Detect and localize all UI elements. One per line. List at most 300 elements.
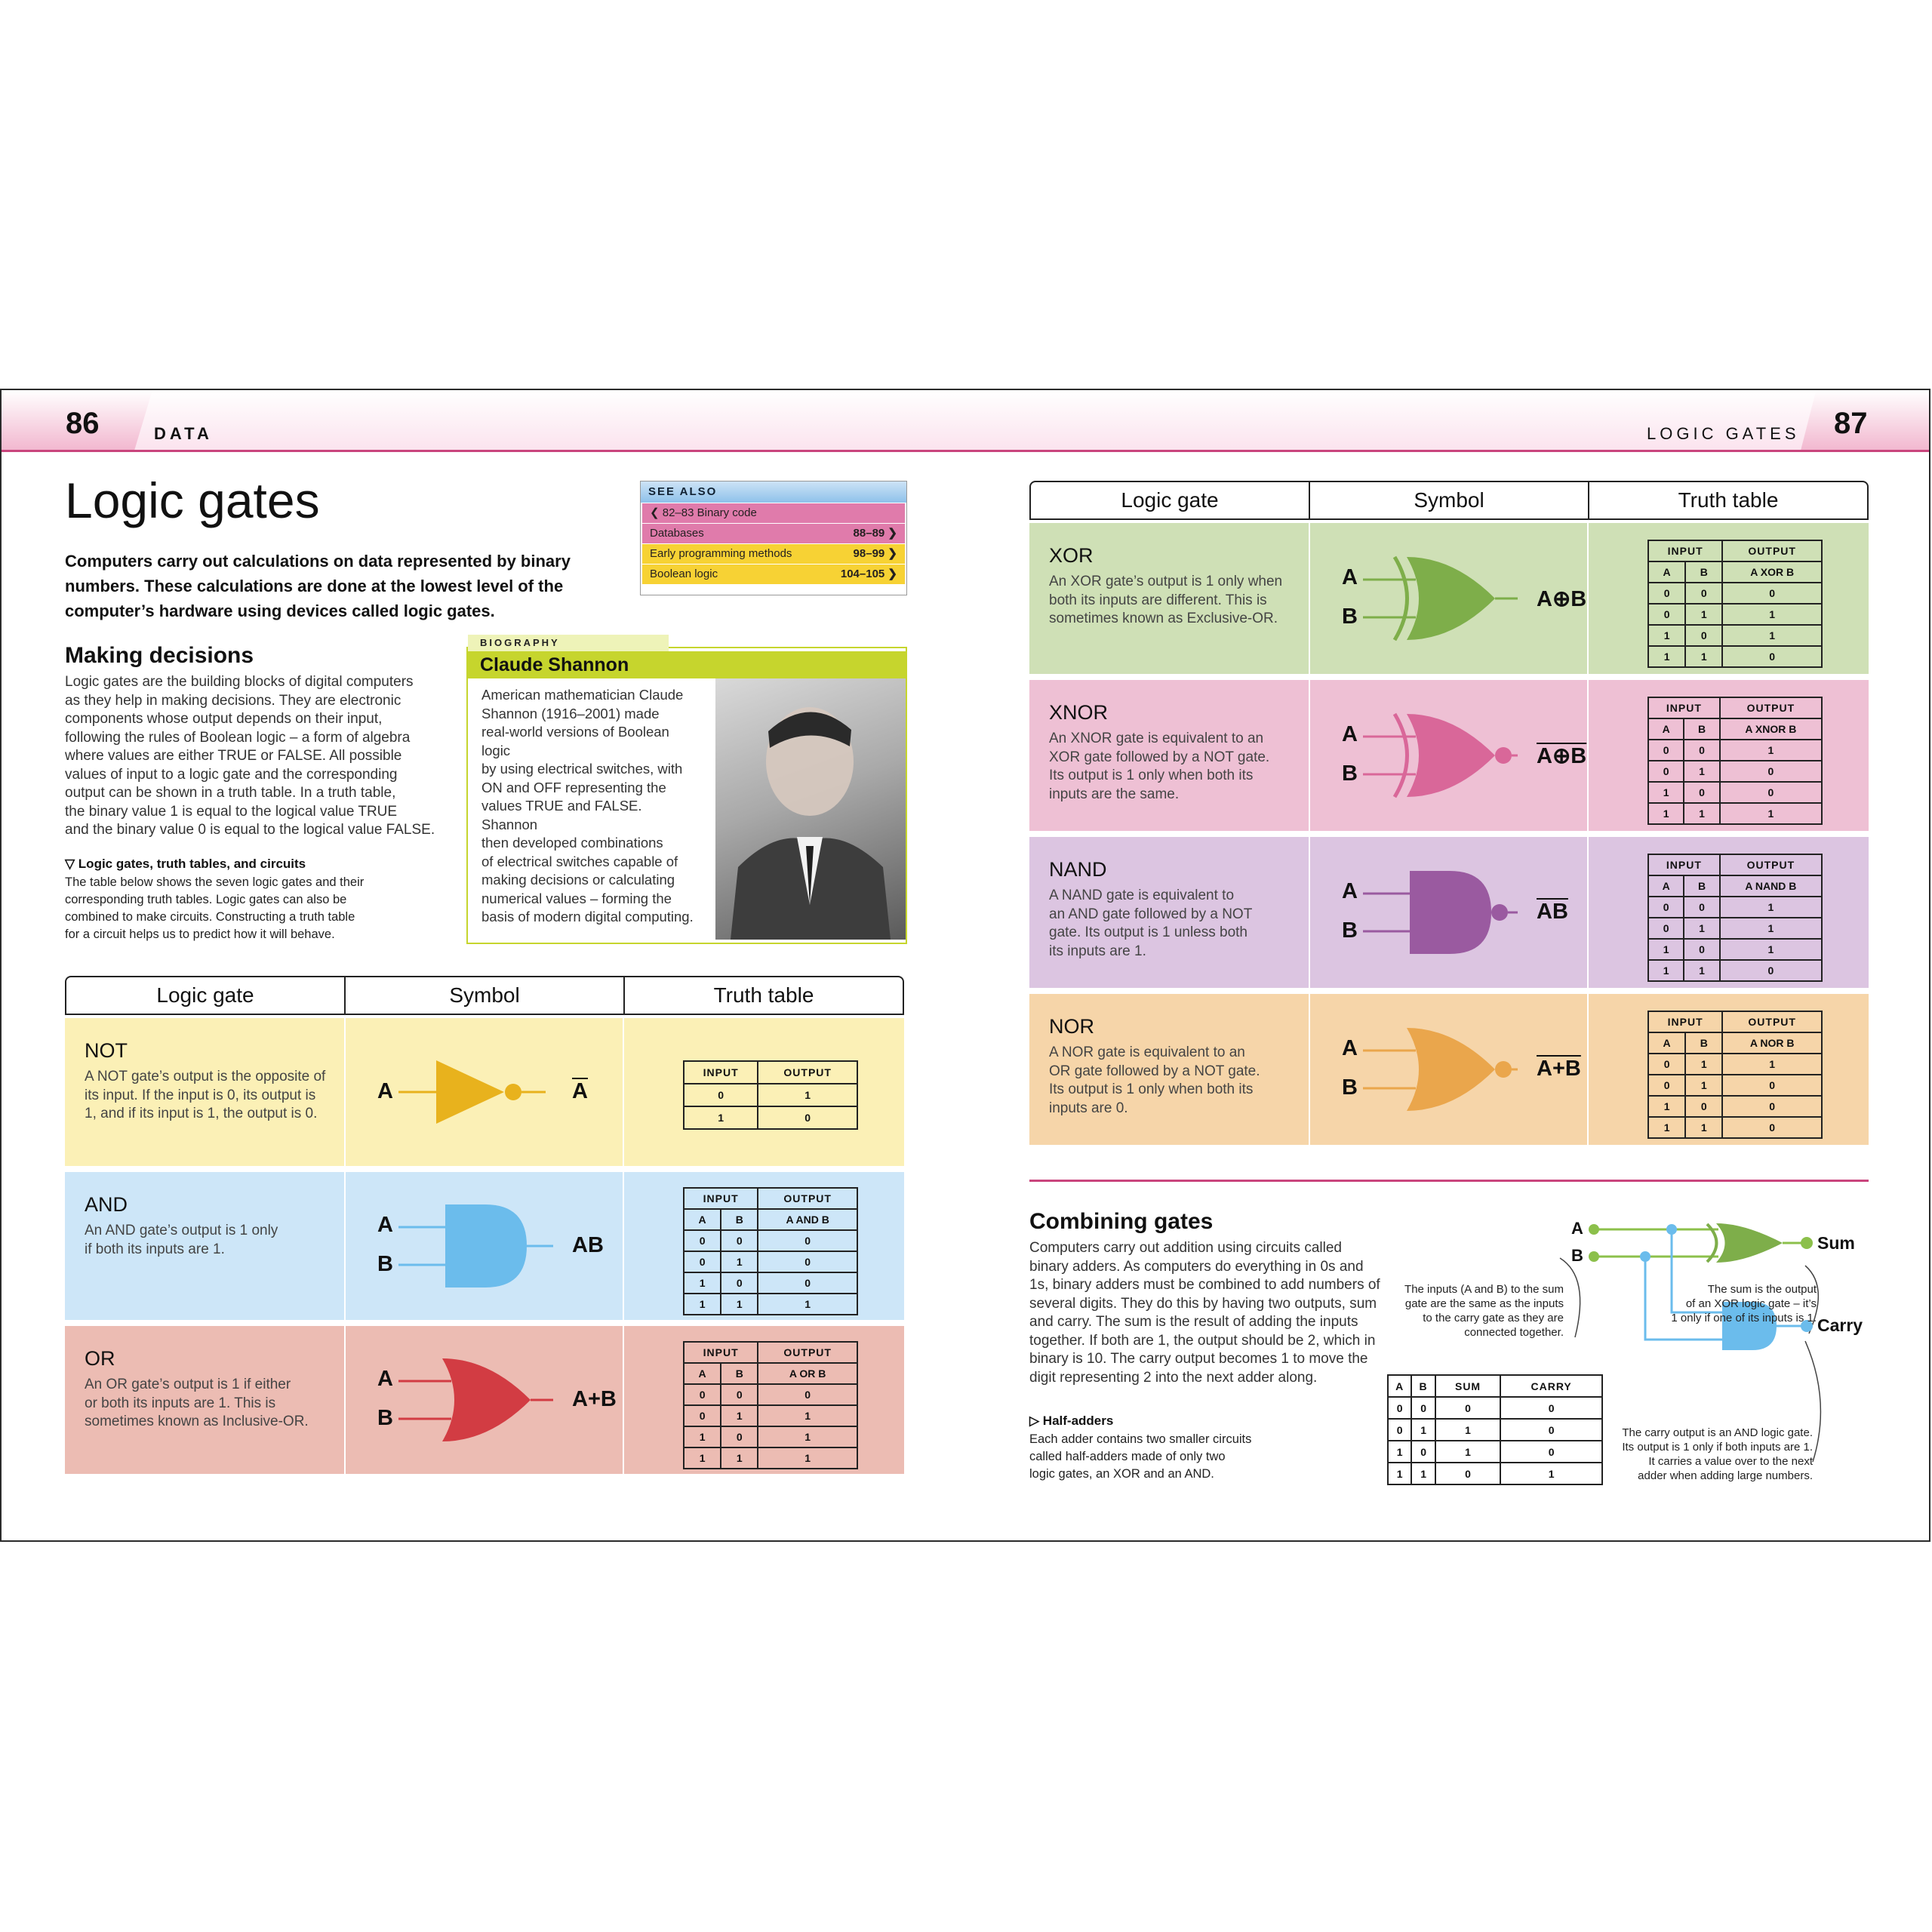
truth-cell: 0 [758,1230,857,1251]
truth-cell: 1 [1648,1117,1685,1138]
truth-cell: 1 [1648,960,1684,981]
adder-cell: 1 [1435,1419,1500,1441]
truth-cell: 1 [1685,646,1722,667]
truth-row [1648,1117,1822,1138]
biography-line: real-world versions of Boolean logic [481,724,669,758]
biography-name: Claude Shannon [468,651,906,678]
truth-cell: 0 [1722,1117,1822,1138]
truth-input-header: INPUT [1648,540,1722,561]
making-decisions-line: following the rules of Boolean logic – a form of algebra [65,729,411,746]
gate-row-and [65,1172,904,1320]
truth-cell: 1 [684,1294,721,1315]
page-title: Logic gates [65,472,320,528]
truth-cell: 0 [1648,604,1685,625]
gate-output-label: $\overline{A}$ [572,1079,588,1103]
gate-description-line: an AND gate followed by a NOT [1049,906,1253,922]
truth-table [1647,540,1823,668]
gate-input-a-label: A [1342,879,1358,903]
truth-cell: 0 [758,1272,857,1294]
gate-input-a-label: A [377,1367,393,1391]
see-also-label: Early programming methods [650,547,792,560]
gate-symbol-wrap [391,1032,557,1156]
truth-cell: 0 [721,1272,758,1294]
adder-header: B [1411,1375,1435,1397]
truth-col-a: A [684,1363,721,1384]
gate-symbol-wrap [391,1340,557,1464]
truth-cell: 0 [684,1251,721,1272]
truth-input-header: INPUT [684,1188,758,1209]
truth-col-a: A [684,1209,721,1230]
truth-cell: 0 [684,1084,758,1106]
caption-line: for a circuit helps us to predict how it will behave. [65,928,335,941]
truth-cell: 1 [1720,918,1822,939]
gate-symbol-wrap [1355,695,1521,820]
making-decisions-line: components whose output depends on their input, [65,711,383,727]
truth-cell: 0 [721,1230,758,1251]
note-carry-line: Its output is 1 only if both inputs are 1. [1622,1441,1813,1454]
truth-row [684,1230,857,1251]
truth-cell: 1 [1648,939,1684,960]
truth-output-header: OUTPUT [758,1188,857,1209]
left-page-number: 86 [66,407,100,440]
truth-row [684,1106,857,1129]
col-header-symbol: Symbol [346,977,625,1014]
gate-name: XNOR [1049,701,1109,724]
gate-description-line: sometimes known as Exclusive-OR. [1049,611,1278,626]
gate-row-xor [1029,523,1869,674]
truth-cell: 1 [684,1106,758,1129]
gate-name: NOR [1049,1015,1094,1038]
note-inputs [1390,1282,1564,1340]
truth-table [683,1341,858,1469]
truth-input-header: INPUT [684,1061,758,1084]
gate-row-or [65,1326,904,1474]
biography-line: ON and OFF representing the [481,779,666,795]
truth-row [1648,1096,1822,1117]
truth-col-b: B [1685,1032,1722,1054]
truth-cell: 0 [758,1251,857,1272]
gate-description-line: A NAND gate is equivalent to [1049,888,1235,903]
note-carry-line: It carries a value over to the next [1648,1455,1813,1468]
gate-description-line: A NOR gate is equivalent to an [1049,1044,1245,1060]
adder-cell: 1 [1411,1463,1435,1484]
gate-input-b-label: B [377,1252,393,1276]
combining-line: and carry. The sum is the result of adding the inputs [1029,1314,1358,1330]
truth-row [684,1426,857,1447]
gate-description-line: XOR gate followed by a NOT gate. [1049,749,1270,765]
truth-cell: 0 [1722,583,1822,604]
truth-cell: 0 [1720,761,1822,782]
truth-table [1647,697,1823,825]
biography-line: American mathematician Claude [481,687,684,703]
truth-row [684,1405,857,1426]
gate-input-b-label: B [377,1406,393,1430]
note-inputs-line: connected together. [1464,1326,1564,1339]
truth-cell: 1 [1684,803,1719,824]
gate-input-b-label: B [1342,918,1358,943]
truth-col-output: A NOR B [1722,1032,1822,1054]
gate-input-b-label: B [1342,1075,1358,1100]
gate-description [85,1222,334,1259]
truth-cell: 1 [758,1405,857,1426]
truth-row [684,1384,857,1405]
section-rule [1029,1180,1869,1182]
adder-cell: 0 [1388,1397,1411,1419]
truth-col-b: B [1684,718,1719,740]
truth-cell: 1 [721,1294,758,1315]
making-decisions-line: output can be shown in a truth table. In a truth table, [65,785,396,801]
truth-cell: 0 [1648,1075,1685,1096]
page-header-band [2,390,1930,451]
adder-cell: 1 [1388,1441,1411,1463]
truth-cell: 0 [721,1426,758,1447]
circuit-input-b: B [1571,1246,1583,1265]
truth-cell: 1 [1720,939,1822,960]
adder-header: SUM [1435,1375,1500,1397]
circuit-input-a: A [1571,1219,1583,1238]
carry-output-label: Carry [1817,1315,1863,1335]
truth-cell: 0 [1685,583,1722,604]
right-table-header [1029,481,1869,520]
caption-line: combined to make circuits. Constructing a truth table [65,910,355,924]
truth-row [1648,1054,1822,1075]
note-inputs-line: The inputs (A and B) to the sum [1404,1283,1564,1296]
note-carry-line: adder when adding large numbers. [1638,1469,1813,1482]
truth-col-a: A [1648,1032,1685,1054]
adder-cell: 0 [1411,1441,1435,1463]
truth-cell: 0 [1684,939,1719,960]
combining-line: binary is 10. The carry output becomes 1 to move the [1029,1351,1368,1367]
half-adders-line: Each adder contains two smaller circuits [1029,1432,1252,1446]
truth-row [1648,1075,1822,1096]
gate-symbol-wrap [1355,852,1521,977]
gate-row-not [65,1018,904,1166]
combining-line: digit representing 2 into the next adder along. [1029,1369,1318,1386]
truth-cell: 1 [758,1294,857,1315]
truth-cell: 1 [684,1426,721,1447]
truth-cell: 0 [1722,1096,1822,1117]
biography-box [466,637,907,944]
truth-input-header: INPUT [684,1342,758,1363]
truth-cell: 1 [1685,1054,1722,1075]
truth-cell: 0 [1720,782,1822,803]
biography-line: then developed combinations [481,835,663,851]
truth-cell: 1 [721,1447,758,1469]
truth-row [684,1084,857,1106]
truth-cell: 0 [1685,1096,1722,1117]
combining-line: 1s, binary adders must be combined to add numbers of [1029,1277,1380,1293]
truth-cell: 1 [758,1426,857,1447]
gate-description-line: its inputs are 1. [1049,943,1146,959]
header-rule [2,450,1930,452]
combining-heading: Combining gates [1029,1209,1214,1234]
truth-cell: 0 [758,1384,857,1405]
note-sum-line: The sum is the output [1707,1283,1817,1296]
gate-description-line: An AND gate’s output is 1 only [85,1223,278,1238]
truth-col-output: A XNOR B [1720,718,1822,740]
making-decisions-line: Logic gates are the building blocks of digital computers [65,674,414,690]
making-decisions-line: values of input to a logic gate and the corresponding [65,766,398,783]
gate-output-label: A⊕B [1537,744,1587,768]
gate-name: XOR [1049,544,1094,567]
truth-row [1648,782,1822,803]
gate-input-a-label: A [1342,722,1358,746]
combining-line: Computers carry out addition using circuits called [1029,1240,1342,1256]
truth-col-b: B [1684,875,1719,897]
truth-col-a: A [1648,561,1685,583]
gate-description-line: An XNOR gate is equivalent to an [1049,731,1264,746]
truth-cell: 0 [1722,1075,1822,1096]
gate-name: AND [85,1193,128,1216]
truth-cell: 1 [1685,1075,1722,1096]
gate-description-line: An OR gate’s output is 1 if either [85,1377,291,1392]
gate-description-line: if both its inputs are 1. [85,1241,225,1257]
truth-cell: 1 [1648,1096,1685,1117]
truth-cell: 1 [1720,740,1822,761]
col-header-truth-table-right: Truth table [1678,488,1779,512]
truth-cell: 1 [1720,803,1822,824]
gate-input-b-label: B [1342,605,1358,629]
right-running-head: LOGIC GATES [1647,424,1800,443]
adder-cell: 1 [1411,1419,1435,1441]
portrait-photo [715,678,906,940]
gate-name: NAND [1049,858,1107,881]
see-also-item [642,503,905,523]
see-also-box [640,481,907,595]
truth-col-output: A OR B [758,1363,857,1384]
see-also-label: Databases [650,527,704,540]
truth-table [1647,1011,1823,1139]
nor-gate-symbol [1355,1009,1521,1130]
gate-description-line: An XOR gate’s output is 1 only when [1049,574,1283,589]
or-gate-symbol [391,1340,557,1460]
gate-description [1049,730,1298,804]
see-also-label: Boolean logic [650,568,718,580]
truth-cell: 0 [1648,761,1684,782]
sum-output-label: Sum [1817,1233,1855,1253]
truth-output-header: OUTPUT [1722,1011,1822,1032]
gate-input-a-label: A [377,1213,393,1237]
adder-cell: 0 [1411,1397,1435,1419]
col-header-logic-gate: Logic gate [66,977,346,1014]
col-header-logic-gate-right: Logic gate [1031,482,1310,518]
truth-cell: 0 [721,1384,758,1405]
biography-line: by using electrical switches, with [481,761,683,777]
truth-output-header: OUTPUT [1722,540,1822,561]
truth-row [1648,918,1822,939]
gate-description [1049,573,1298,629]
truth-col-output: A XOR B [1722,561,1822,583]
truth-cell: 0 [1648,583,1685,604]
gate-row-nor [1029,994,1869,1145]
gate-output-label: A+B [572,1387,617,1411]
caption-line: corresponding truth tables. Logic gates can also be [65,893,347,906]
truth-cell: 0 [1648,740,1684,761]
adder-cell: 1 [1500,1463,1602,1484]
gate-description-line: OR gate followed by a NOT gate. [1049,1063,1260,1079]
biography-line: values TRUE and FALSE. Shannon [481,798,642,832]
truth-input-header: INPUT [1648,697,1720,718]
truth-table [683,1187,858,1315]
half-adders-line: logic gates, an XOR and an AND. [1029,1467,1214,1481]
truth-row [1648,939,1822,960]
truth-col-output: A NAND B [1720,875,1822,897]
biography-body [481,686,700,927]
col-header-symbol-right: Symbol [1310,482,1589,518]
gate-row-xnor [1029,680,1869,831]
see-also-item [642,565,905,584]
making-decisions-line: as they help in making decisions. They are electronic [65,692,401,709]
truth-cell: 0 [684,1384,721,1405]
truth-cell: 1 [1722,604,1822,625]
see-also-label: ❮ 82–83 Binary code [650,506,757,519]
truth-cell: 1 [721,1405,758,1426]
truth-row [684,1251,857,1272]
adder-cell: 0 [1500,1441,1602,1463]
truth-cell: 1 [1648,646,1685,667]
col-header-truth-table: Truth table [713,983,814,1007]
truth-cell: 1 [1648,803,1684,824]
adder-cell: 1 [1435,1441,1500,1463]
combining-body [1029,1239,1392,1387]
making-decisions-line: and the binary value 0 is equal to the logical value FALSE. [65,822,435,838]
gate-output-label: AB [572,1233,604,1257]
gate-description-line: its input. If the input is 0, its output is [85,1087,316,1103]
truth-cell: 0 [1684,782,1719,803]
gate-output-label: A⊕B [1537,587,1587,611]
caption-line: The table below shows the seven logic gates and their [65,875,365,889]
note-sum-line: of an XOR logic gate – it’s [1685,1297,1817,1310]
gate-description-line: or both its inputs are 1. This is [85,1395,276,1411]
truth-row [684,1272,857,1294]
making-decisions-line: the binary value 1 is equal to the logical value TRUE [65,803,398,820]
half-adders-heading: ▷ Half-adders [1029,1414,1114,1428]
truth-cell: 0 [1648,1054,1685,1075]
see-also-pages: 98–99 ❯ [853,547,897,560]
truth-cell: 0 [1648,918,1684,939]
adder-cell: 0 [1500,1397,1602,1419]
note-sum-line: 1 only if one of its inputs is 1. [1671,1312,1817,1324]
see-also-pages: 88–89 ❯ [853,527,897,540]
gate-description-line: 1, and if its input is 1, the output is 0. [85,1106,318,1121]
gate-output-label: $\overline{AB}$ [1537,900,1568,924]
truth-cell: 0 [684,1230,721,1251]
combining-line: several digits. They do this by having two outputs, sum [1029,1295,1377,1312]
nand-gate-symbol [1355,852,1521,973]
truth-col-b: B [1685,561,1722,583]
biography-line: Shannon (1916–2001) made [481,705,660,721]
making-decisions-heading: Making decisions [65,643,254,668]
note-inputs-line: to the carry gate as they are [1423,1312,1564,1324]
left-table-header [65,976,904,1015]
truth-cell: 0 [758,1106,857,1129]
truth-row [1648,897,1822,918]
gate-row-nand [1029,837,1869,988]
biography-line: making decisions or calculating [481,872,675,888]
adder-cell: 1 [1388,1463,1411,1484]
gate-description-line: inputs are 0. [1049,1100,1128,1116]
truth-col-a: A [1648,875,1684,897]
truth-cell: 1 [1722,625,1822,646]
adder-cell: 0 [1435,1397,1500,1419]
gate-description-line: Its output is 1 only when both its [1049,768,1254,783]
truth-col-b: B [721,1209,758,1230]
truth-cell: 1 [684,1272,721,1294]
biography-tab: BIOGRAPHY [468,635,669,651]
gate-description-line: sometimes known as Inclusive-OR. [85,1414,309,1429]
caption-heading: ▽ Logic gates, truth tables, and circuits [65,857,306,871]
truth-input-header: INPUT [1648,854,1720,875]
right-page-number: 87 [1834,407,1868,440]
gate-symbol-wrap [1355,538,1521,663]
truth-cell: 0 [684,1405,721,1426]
truth-row [1648,740,1822,761]
xnor-gate-symbol [1355,695,1521,816]
making-decisions-body [65,673,457,840]
truth-cell: 0 [1684,740,1719,761]
see-also-item [642,544,905,564]
gate-description-line: A NOT gate’s output is the opposite of [85,1069,326,1084]
biography-line: numerical values – forming the [481,890,672,906]
truth-cell: 1 [721,1251,758,1272]
left-running-head: DATA [154,424,213,443]
truth-output-header: OUTPUT [758,1342,857,1363]
combining-line: together. If both are 1, the output should be 2, which in [1029,1332,1376,1349]
adder-header: A [1388,1375,1411,1397]
truth-col-b: B [721,1363,758,1384]
gate-name: OR [85,1347,115,1370]
truth-cell: 1 [1685,604,1722,625]
note-carry [1564,1426,1813,1483]
see-also-heading: SEE ALSO [641,481,906,503]
combining-line: binary adders. As computers do everything in 0s and [1029,1258,1364,1275]
gate-symbol-wrap [391,1186,557,1310]
adder-cell: 0 [1500,1419,1602,1441]
truth-cell: 1 [684,1447,721,1469]
half-adders-line: called half-adders made of only two [1029,1450,1226,1463]
truth-cell: 1 [1685,1117,1722,1138]
truth-output-header: OUTPUT [1720,697,1822,718]
truth-cell: 1 [1684,960,1719,981]
adder-header: CARRY [1500,1375,1602,1397]
truth-row [1648,761,1822,782]
see-also-pages: 104–105 ❯ [840,568,897,580]
note-inputs-line: gate are the same as the inputs [1404,1297,1564,1310]
note-sum [1639,1282,1817,1325]
half-adders-body [1029,1431,1331,1483]
gate-description-line: both its inputs are different. This is [1049,592,1267,608]
caption-body [65,874,457,943]
truth-cell: 1 [1648,625,1685,646]
truth-output-header: OUTPUT [758,1061,857,1084]
gate-output-label: A+B [1537,1057,1581,1081]
truth-cell: 1 [1684,761,1719,782]
adder-cell: 0 [1435,1463,1500,1484]
truth-row [1648,625,1822,646]
gate-description-line: gate. Its output is 1 unless both [1049,924,1248,940]
intro-paragraph: Computers carry out calculations on data represented by binary numbers. These calculations are done at the lowest level of the computer’s hardware using devices called logic gates. [65,552,571,620]
truth-cell: 1 [758,1084,857,1106]
truth-col-output: A AND B [758,1209,857,1230]
truth-row [1648,604,1822,625]
truth-cell: 0 [1722,646,1822,667]
gate-input-a-label: A [1342,1036,1358,1060]
gate-description [85,1376,334,1432]
truth-cell: 1 [1648,782,1684,803]
and-gate-symbol [391,1186,557,1306]
truth-row [1648,646,1822,667]
truth-cell: 1 [1720,897,1822,918]
